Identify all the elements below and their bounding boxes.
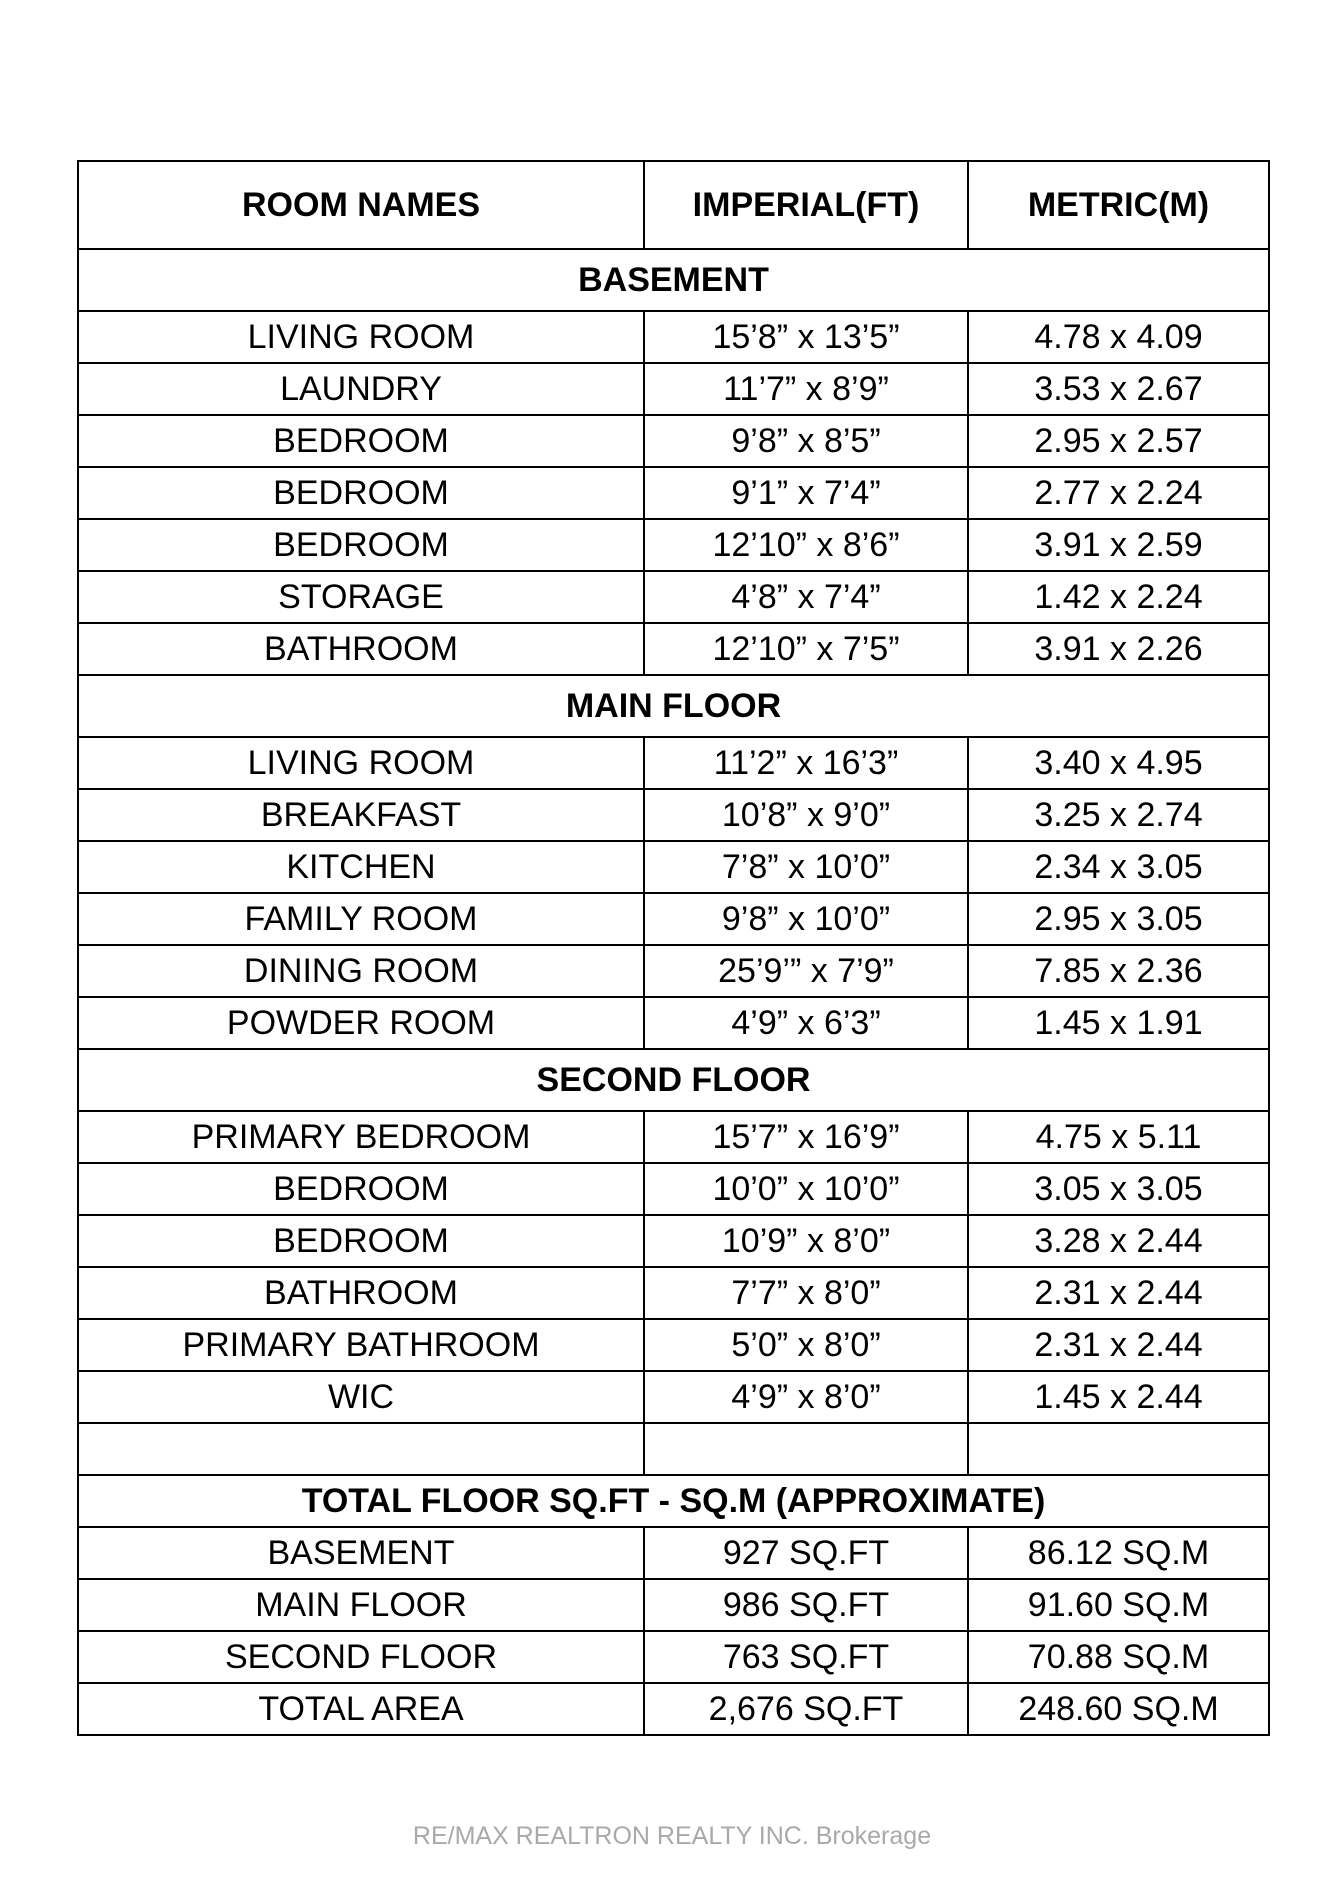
empty-row [78,1423,1269,1475]
room-name: FAMILY ROOM [78,893,644,945]
room-metric: 2.31 x 2.44 [968,1267,1269,1319]
brokerage-watermark: RE/MAX REALTRON REALTY INC. Brokerage [412,1822,932,1850]
room-imperial: 5’0” x 8’0” [644,1319,968,1371]
section-title: MAIN FLOOR [78,675,1269,737]
table-row [78,1319,1269,1371]
empty-cell [644,1423,968,1475]
total-imperial: 927 SQ.FT [644,1527,968,1579]
room-imperial: 9’8” x 8’5” [644,415,968,467]
room-name: BEDROOM [78,467,644,519]
room-name: BEDROOM [78,519,644,571]
table-row [78,623,1269,675]
room-imperial: 10’9” x 8’0” [644,1215,968,1267]
room-metric: 7.85 x 2.36 [968,945,1269,997]
room-name: PRIMARY BATHROOM [78,1319,644,1371]
table-row [78,1111,1269,1163]
table-row [78,363,1269,415]
room-metric: 3.53 x 2.67 [968,363,1269,415]
table-row [78,893,1269,945]
room-name: BREAKFAST [78,789,644,841]
room-name: POWDER ROOM [78,997,644,1049]
room-metric: 3.40 x 4.95 [968,737,1269,789]
room-name: BATHROOM [78,1267,644,1319]
room-metric: 3.25 x 2.74 [968,789,1269,841]
table-row [78,997,1269,1049]
totals-title: TOTAL FLOOR SQ.FT - SQ.M (APPROXIMATE) [78,1475,1269,1527]
table-row [78,1215,1269,1267]
header-imperial: IMPERIAL(FT) [644,161,968,249]
section-title: SECOND FLOOR [78,1049,1269,1111]
room-name: LAUNDRY [78,363,644,415]
room-name: LIVING ROOM [78,311,644,363]
room-name: BATHROOM [78,623,644,675]
room-imperial: 4’9” x 6’3” [644,997,968,1049]
total-name: MAIN FLOOR [78,1579,644,1631]
room-dimensions-table [77,160,1270,1736]
room-imperial: 25’9’” x 7’9” [644,945,968,997]
total-row [78,1683,1269,1735]
totals-title-row [78,1475,1269,1527]
header-room-names: ROOM NAMES [78,161,644,249]
section-title-row [78,675,1269,737]
total-imperial: 2,676 SQ.FT [644,1683,968,1735]
room-name: BEDROOM [78,415,644,467]
table-row [78,311,1269,363]
table-row [78,945,1269,997]
room-imperial: 12’10” x 7’5” [644,623,968,675]
section-title-row [78,1049,1269,1111]
table-row [78,789,1269,841]
table-row [78,1371,1269,1423]
room-imperial: 7’7” x 8’0” [644,1267,968,1319]
room-name: BEDROOM [78,1215,644,1267]
room-metric: 3.91 x 2.59 [968,519,1269,571]
room-name: LIVING ROOM [78,737,644,789]
table-row [78,571,1269,623]
room-imperial: 10’0” x 10’0” [644,1163,968,1215]
table-row [78,415,1269,467]
room-imperial: 10’8” x 9’0” [644,789,968,841]
room-name: BEDROOM [78,1163,644,1215]
room-imperial: 15’7” x 16’9” [644,1111,968,1163]
room-imperial: 4’9” x 8’0” [644,1371,968,1423]
empty-cell [78,1423,644,1475]
total-metric: 248.60 SQ.M [968,1683,1269,1735]
total-name: TOTAL AREA [78,1683,644,1735]
total-metric: 70.88 SQ.M [968,1631,1269,1683]
room-imperial: 4’8” x 7’4” [644,571,968,623]
table-row [78,1163,1269,1215]
section-title: BASEMENT [78,249,1269,311]
room-name: WIC [78,1371,644,1423]
table-header-row [78,161,1269,249]
room-metric: 2.34 x 3.05 [968,841,1269,893]
room-metric: 3.05 x 3.05 [968,1163,1269,1215]
total-row [78,1527,1269,1579]
room-metric: 4.78 x 4.09 [968,311,1269,363]
room-metric: 4.75 x 5.11 [968,1111,1269,1163]
room-name: DINING ROOM [78,945,644,997]
room-metric: 2.95 x 2.57 [968,415,1269,467]
room-imperial: 12’10” x 8’6” [644,519,968,571]
total-name: BASEMENT [78,1527,644,1579]
table-row [78,737,1269,789]
room-metric: 3.91 x 2.26 [968,623,1269,675]
header-metric: METRIC(M) [968,161,1269,249]
total-metric: 91.60 SQ.M [968,1579,1269,1631]
table-row [78,841,1269,893]
total-row [78,1579,1269,1631]
room-name: KITCHEN [78,841,644,893]
total-metric: 86.12 SQ.M [968,1527,1269,1579]
table-row [78,1267,1269,1319]
room-name: PRIMARY BEDROOM [78,1111,644,1163]
room-metric: 1.45 x 2.44 [968,1371,1269,1423]
room-metric: 3.28 x 2.44 [968,1215,1269,1267]
total-imperial: 986 SQ.FT [644,1579,968,1631]
room-imperial: 7’8” x 10’0” [644,841,968,893]
section-title-row [78,249,1269,311]
total-row [78,1631,1269,1683]
room-dimensions-table-body [78,161,1269,1735]
room-metric: 2.95 x 3.05 [968,893,1269,945]
table-row [78,467,1269,519]
table-row [78,519,1269,571]
room-name: STORAGE [78,571,644,623]
total-name: SECOND FLOOR [78,1631,644,1683]
room-imperial: 9’1” x 7’4” [644,467,968,519]
room-imperial: 15’8” x 13’5” [644,311,968,363]
empty-cell [968,1423,1269,1475]
room-metric: 1.45 x 1.91 [968,997,1269,1049]
room-imperial: 11’2” x 16’3” [644,737,968,789]
room-imperial: 11’7” x 8’9” [644,363,968,415]
room-metric: 2.31 x 2.44 [968,1319,1269,1371]
room-imperial: 9’8” x 10’0” [644,893,968,945]
room-metric: 2.77 x 2.24 [968,467,1269,519]
total-imperial: 763 SQ.FT [644,1631,968,1683]
room-metric: 1.42 x 2.24 [968,571,1269,623]
